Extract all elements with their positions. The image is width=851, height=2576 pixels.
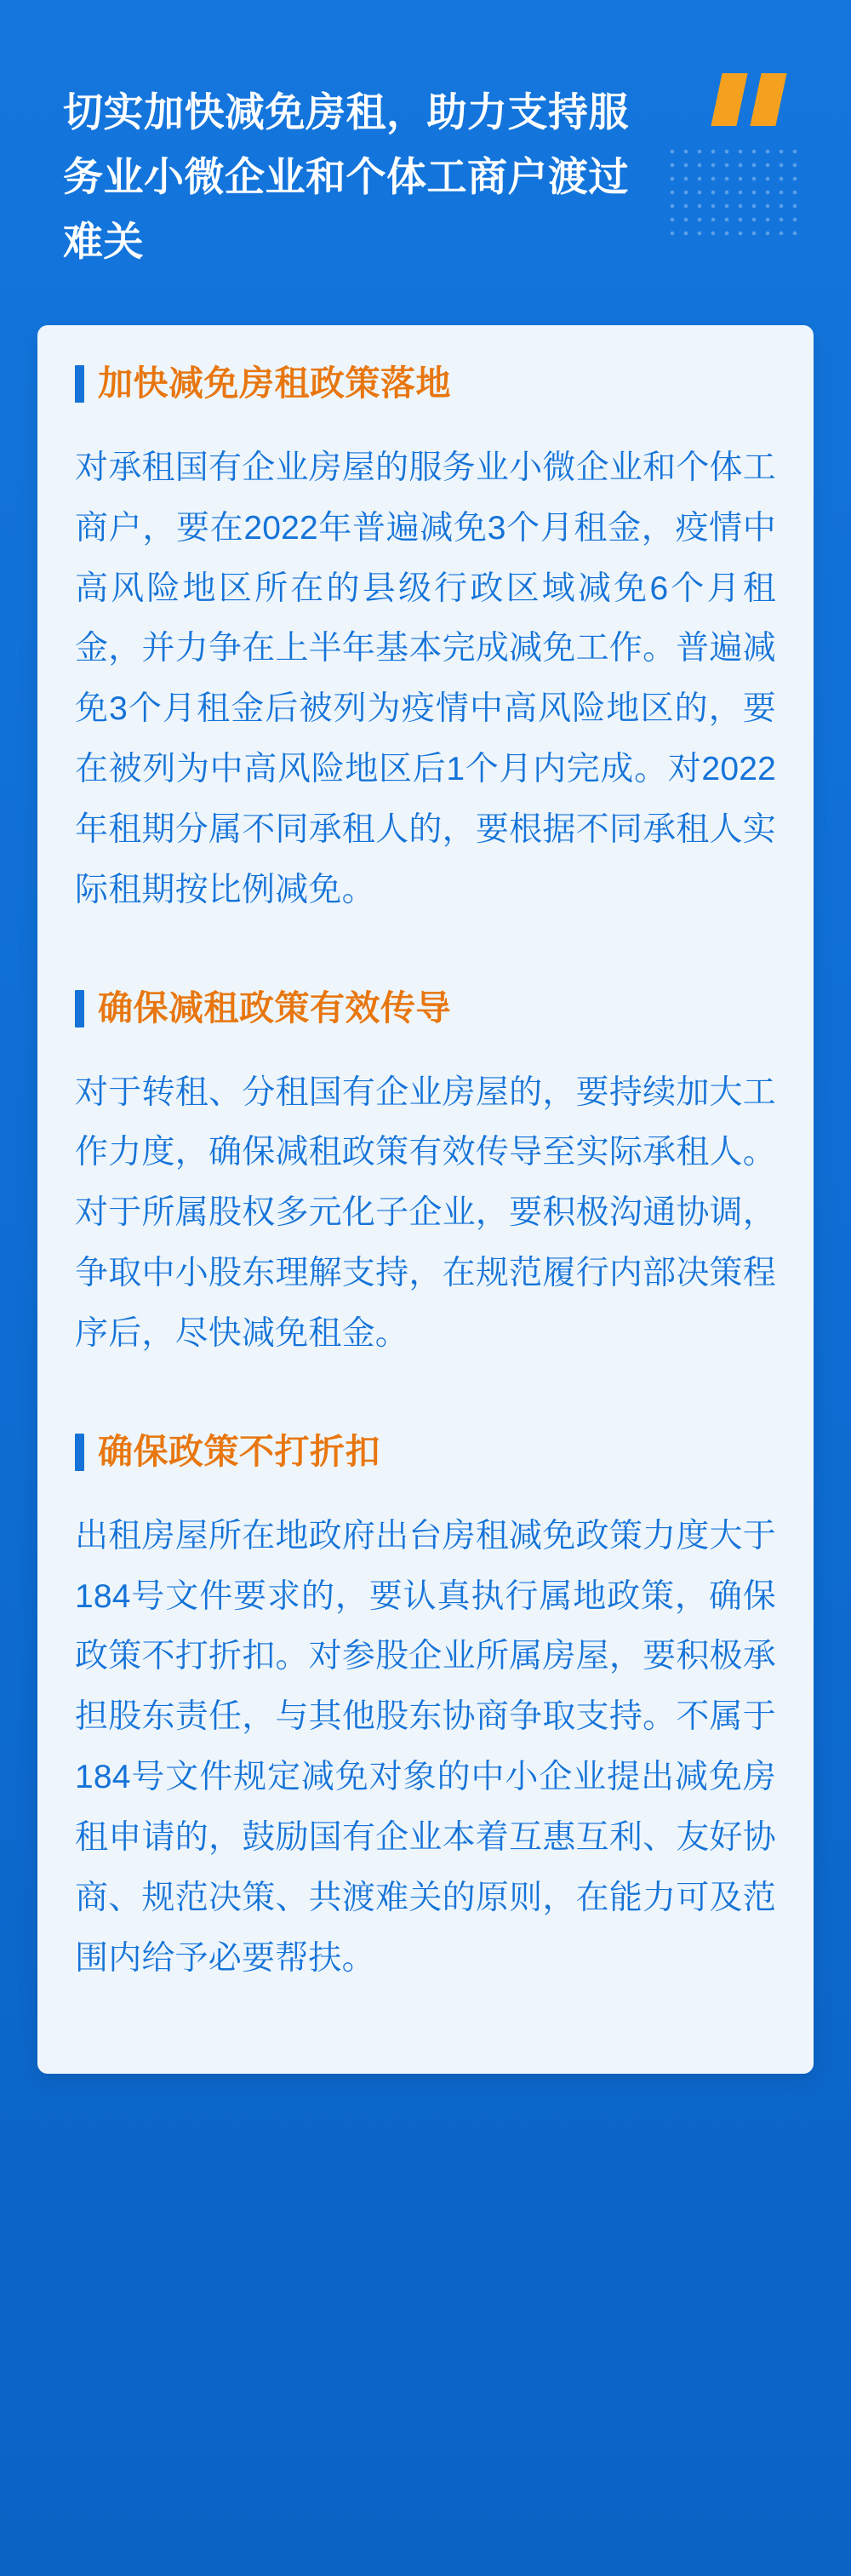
section-body: 出租房屋所在地政府出台房租减免政策力度大于184号文件要求的，要认真执行属地政策，确保政策不打折扣。对参股企业所属房屋，要积极承担股东责任，与其他股东协商争取支持。不属于184号文件规定减免对象的中小企业提出减免房租申请的，鼓励国有企业本着互惠互利、友好协商、规范决策、共渡难关的原则，在能力可及范围内给予必要帮扶。 bbox=[75, 1517, 776, 1978]
section-policy-landing bbox=[75, 363, 776, 921]
poster-header bbox=[37, 36, 814, 325]
section-body: 对承租国有企业房屋的服务业小微企业和个体工商户，要在2022年普遍减免3个月租金，疫情中高风险地区所在的县级行政区域减免6个月租金，并力争在上半年基本完成减免工作。普遍减免3个月租金后被列为疫情中高风险地区的，要在被列为中高风险地区后1个月内完成。对2022年租期分属不同承租人的，要根据不同承租人实际租期按比例减免。 bbox=[75, 449, 776, 909]
section-header bbox=[75, 363, 776, 404]
section-body: 对于转租、分租国有企业房屋的，要持续加大工作力度，确保减租政策有效传导至实际承租人。对于所属股权多元化子企业，要积极沟通协调，争取中小股东理解支持，在规范履行内部决策程序后，尽快减免租金。 bbox=[75, 1073, 776, 1353]
section-header bbox=[75, 1431, 776, 1473]
section-title: 加快减免房租政策落地 bbox=[98, 364, 451, 404]
content-card bbox=[37, 325, 814, 2074]
section-title: 确保政策不打折扣 bbox=[98, 1432, 380, 1472]
section-no-discount bbox=[75, 1431, 776, 1989]
section-marker-icon bbox=[75, 365, 84, 403]
page-title: 切实加快减免房租，助力支持服务业小微企业和个体工商户渡过难关 bbox=[63, 89, 629, 265]
section-marker-icon bbox=[75, 1434, 84, 1471]
section-header bbox=[75, 987, 776, 1029]
section-title: 确保减租政策有效传导 bbox=[98, 988, 451, 1028]
section-policy-transmission bbox=[75, 987, 776, 1365]
section-marker-icon bbox=[75, 990, 84, 1028]
